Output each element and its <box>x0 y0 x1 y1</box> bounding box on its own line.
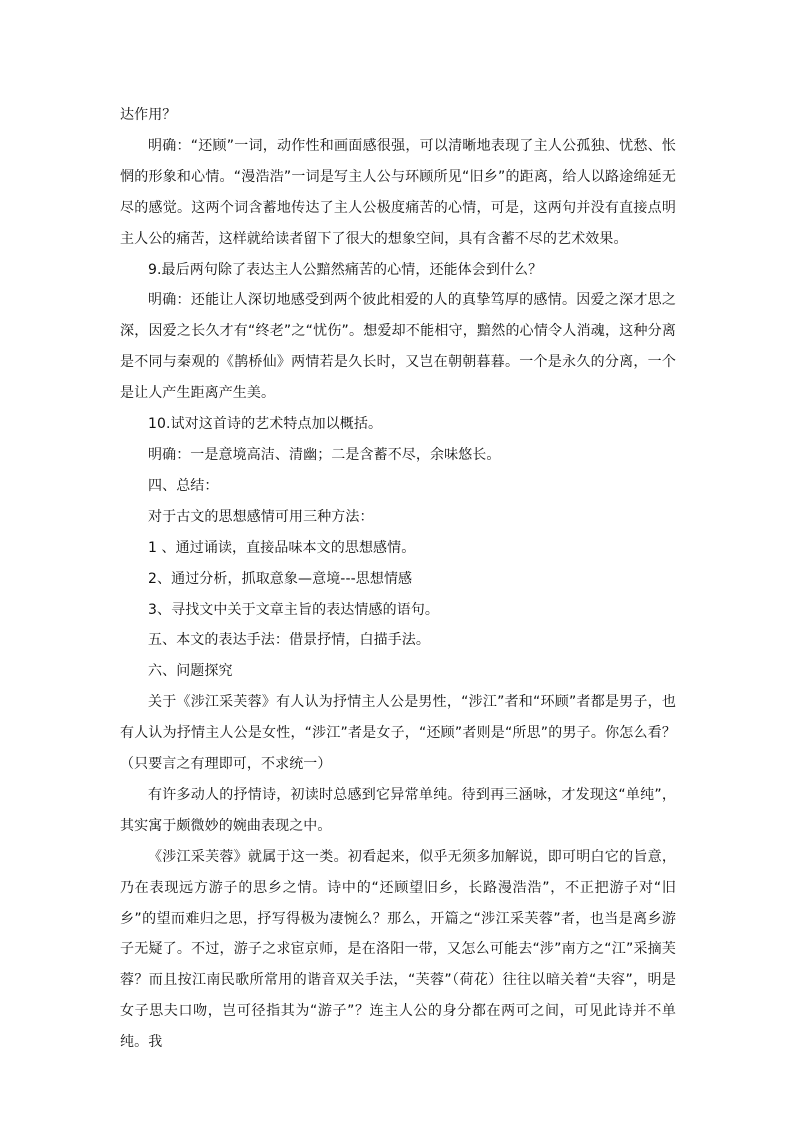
paragraph-answer-10: 明确：一是意境高洁、清幽；二是含蓄不尽，余味悠长。 <box>148 446 501 463</box>
list-item-method-2: 2、通过分析，抓取意象—意境---思想情感 <box>148 570 413 587</box>
document-body <box>120 100 676 1058</box>
paragraph-continuation: 达作用？ <box>120 107 177 123</box>
list-item-method-1: 1 、通过诵读，直接品味本文的思想感情。 <box>148 539 416 556</box>
paragraph-question-9: 9.最后两句除了表达主人公黯然痛苦的心情，还能体会到什么？ <box>148 261 543 278</box>
paragraph-answer-8: 明确：“还顾”一词，动作性和画面感很强，可以清晰地表现了主人公孤独、忧愁、怅惘的形象和心情。“漫浩浩”一词是写主人公与环顾所见“旧乡”的距离，给人以路途绵延无尽的感觉。这两个词含蓄地传达了主人公极度痛苦的心情，可是，这两句并没有直接点明主人公的痛苦，这样就给读者留下了很大的想象空间，具有含蓄不尽的艺术效果。 <box>120 137 676 247</box>
paragraph-inquiry-question: 关于《涉江采芙蓉》有人认为抒情主人公是男性，“涉江”者和“环顾”者都是男子，也有人认为抒情主人公是女性，“涉江”者是女子，“还顾”者则是“所思”的男子。你怎么看？（只要言之有理即可，不求统一） <box>120 694 676 773</box>
section-heading-techniques: 五、本文的表达手法：借景抒情，白描手法。 <box>148 632 430 649</box>
paragraph-analysis-2: 《涉江采芙蓉》就属于这一类。初看起来，似乎无须多加解说，即可明白它的旨意，乃在表现远方游子的思乡之情。诗中的“还顾望旧乡，长路漫浩浩”，不正把游子对“旧乡”的望而难归之思，抒写得极为凄惋么？那么，开篇之“涉江采芙蓉”者，也当是离乡游子无疑了。不过，游子之求宦京师，是在洛阳一带，又怎么可能去“涉”南方之“江”采摘芙蓉？而且按江南民歌所常用的谐音双关手法，“芙蓉”（荷花）往往以暗关着“夫容”，明是女子思夫口吻，岂可径指其为“游子”？连主人公的身分都在两可之间，可见此诗并不单纯。我 <box>120 848 676 1051</box>
section-heading-inquiry: 六、问题探究 <box>148 663 233 680</box>
paragraph-answer-9: 明确：还能让人深切地感受到两个彼此相爱的人的真挚笃厚的感情。因爱之深才思之深，因爱之长久才有“终老”之“忧伤”。想爱却不能相守，黯然的心情令人消魂，这种分离是不同与秦观的《鹊桥仙》两情若是久长时，又岂在朝朝暮暮。一个是永久的分离，一个是让人产生距离产生美。 <box>120 292 676 402</box>
paragraph-question-10: 10.试对这首诗的艺术特点加以概括。 <box>148 416 383 433</box>
paragraph-methods-intro: 对于古文的思想感情可用三种方法： <box>148 508 374 525</box>
section-heading-summary: 四、总结： <box>148 477 219 494</box>
list-item-method-3: 3、寻找文中关于文章主旨的表达情感的语句。 <box>148 601 440 618</box>
paragraph-analysis-1: 有许多动人的抒情诗，初读时总感到它异常单纯。待到再三涵咏，才发现这“单纯”，其实寓于颇微妙的婉曲表现之中。 <box>120 786 676 834</box>
